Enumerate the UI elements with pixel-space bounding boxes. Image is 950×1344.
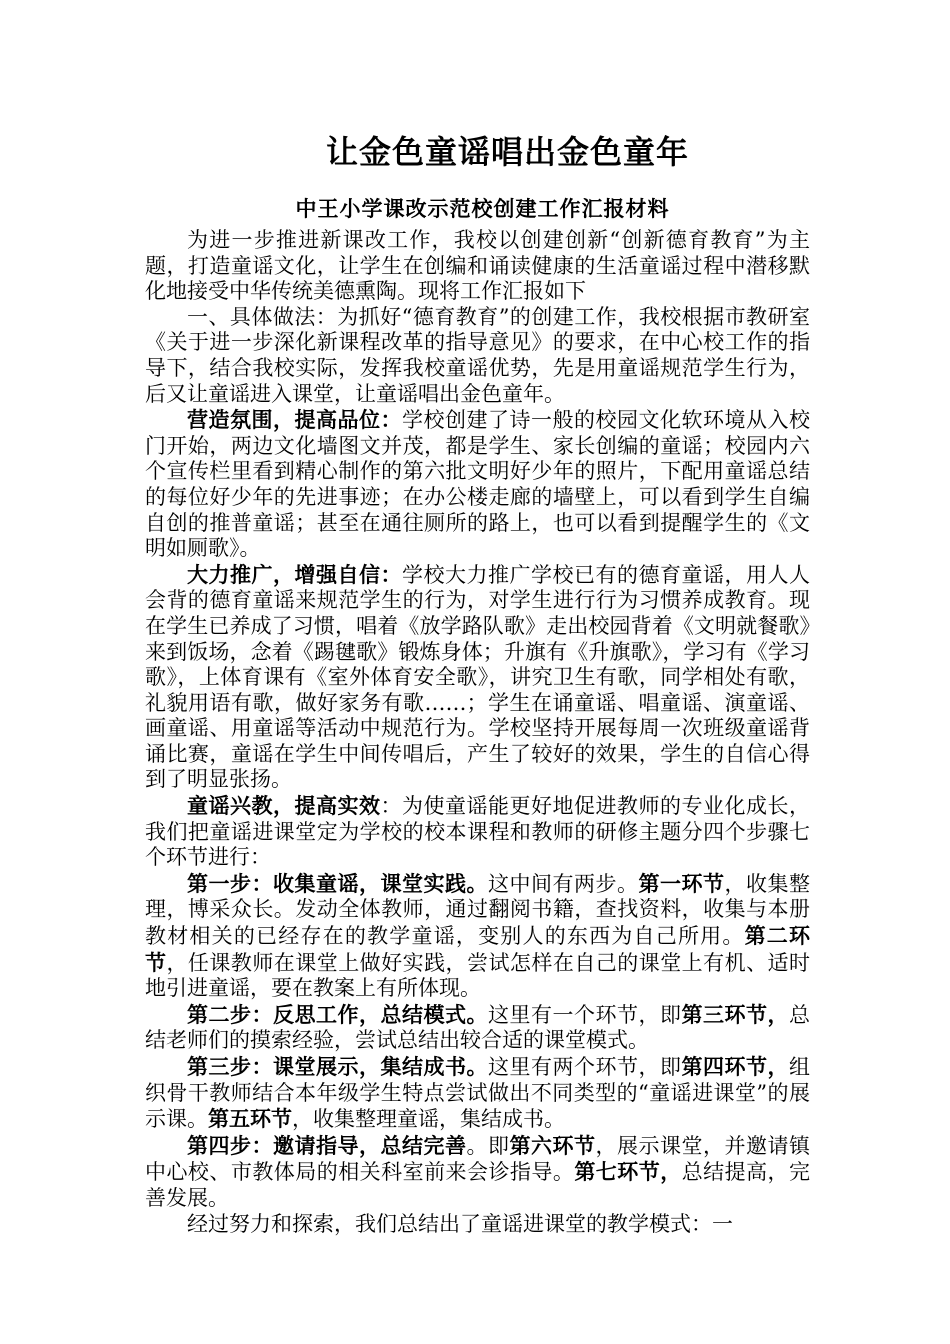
stage-three-heading: 第三环节， <box>681 1001 789 1027</box>
step-four-text: 。即 <box>466 1133 510 1158</box>
intro-paragraph: 为进一步推进新课改工作，我校以创建创新“创新德育教育”为主题，打造童谣文化，让学生在创编和诵读健康的生活童谣过程中潜移默化地接受中华传统美德熏陶。现将工作汇报如下 <box>145 228 810 304</box>
section-teaching-text: ：为使童谣能更好地促进教师的专业化成长，我们把童谣进课堂定为学校的校本课程和教师的研修主题分四个步骤七个环节进行： <box>145 794 810 870</box>
step-two-text: 这里有一个环节，即 <box>488 1002 682 1027</box>
section-atmosphere-paragraph <box>145 407 810 562</box>
stage-seven-heading: 第七环节， <box>574 1159 682 1185</box>
step-two-paragraph <box>145 1002 810 1054</box>
stage-four-text: 组织骨干教师结合本年级学生特点尝试做出不同类型的“童谣进课堂”的展示课。 <box>145 1055 810 1132</box>
section-promotion-heading: 大力推广，增强自信： <box>187 561 402 587</box>
stage-one-heading: 第一环节 <box>638 870 725 896</box>
step-four-heading: 第四步：邀请指导，总结完善 <box>187 1132 467 1158</box>
stage-four-heading: 第四环节， <box>681 1054 789 1079</box>
stage-seven-text: 总结提高，完善发展。 <box>145 1160 811 1210</box>
document-body <box>145 228 810 1237</box>
section-promotion-paragraph <box>145 562 810 793</box>
step-two-heading: 第二步：反思工作，总结模式。 <box>187 1001 488 1027</box>
step-one-paragraph <box>145 871 810 1002</box>
stage-two-heading: 第二环节 <box>145 923 811 975</box>
stage-five-text: ，收集整理童谣，集结成书。 <box>292 1107 565 1132</box>
section-promotion-text: 学校大力推广学校已有的德育童谣，用人人会背的德育童谣来规范学生的行为，对学生进行行为习惯养成教育。现在学生已养成了习惯，唱着《放学路队歌》走出校园背着《文明就餐歌》来到饭场，念着《踢毽歌》锻炼身体；升旗有《升旗歌》，学习有《学习歌》，上体育课有《室外体育安全歌》，讲究卫生有歌，同学相处有歌，礼貌用语有歌，做好家务有歌……；学生在诵童谣、唱童谣、演童谣、画童谣、用童谣等活动中规范行为。学校坚持开展每周一次班级童谣背诵比赛，童谣在学生中间传唱后，产生了较好的效果，学生的自信心得到了明显张扬。 <box>145 562 810 792</box>
practice-paragraph: 一、具体做法：为抓好“德育教育”的创建工作，我校根据市教研室《关于进一步深化新课程改革的指导意见》的要求，在中心校工作的指导下，结合我校实际，发挥我校童谣优势，先是用童谣规范学生行为，后又让童谣进入课堂，让童谣唱出金色童年。 <box>145 304 810 406</box>
section-atmosphere-heading: 营造氛围，提高品位： <box>187 407 402 433</box>
step-three-paragraph <box>145 1054 810 1133</box>
stage-three-text: 总结老师们的摸索经验，尝试总结出较合适的课堂模式。 <box>145 1002 810 1053</box>
section-atmosphere-text: 学校创建了诗一般的校园文化软环境从入校门开始，两边文化墙图文并茂，都是学生、家长创编的童谣；校园内六个宣传栏里看到精心制作的第六批文明好少年的照片，下配用童谣总结的每位好少年的先进事迹；在办公楼走廊的墙壁上，可以看到学生自编自创的推普童谣；甚至在通往厕所的路上，也可以看到提醒学生的《文明如厕歌》。 <box>145 408 810 561</box>
stage-five-heading: 第五环节 <box>208 1106 292 1132</box>
step-three-text: 这里有两个环节，即 <box>488 1055 682 1079</box>
section-teaching-paragraph <box>145 793 810 871</box>
document-page <box>145 120 810 1237</box>
document-title: 让金色童谣唱出金色童年 <box>325 133 689 171</box>
stage-one-text: ，收集整理，博采众长。发动全体教师，通过翻阅书籍，查找资料，收集与本册教材相关的已经存在的教学童谣，变别人的东西为自己所用。 <box>145 871 810 949</box>
closing-paragraph: 经过努力和探索，我们总结出了童谣进课堂的教学模式：一 <box>187 1211 733 1236</box>
step-three-heading: 第三步：课堂展示，集结成书。 <box>187 1054 488 1079</box>
step-one-text: 这中间有两步。 <box>488 871 639 896</box>
step-four-paragraph <box>145 1133 810 1212</box>
stage-six-heading: 第六环节 <box>509 1132 596 1158</box>
stage-two-text: ，任课教师在课堂上做好实践，尝试怎样在自己的课堂上有机、适时地引进童谣，要在教案上有所体现。 <box>145 950 810 1001</box>
step-one-heading: 第一步：收集童谣，课堂实践。 <box>187 870 488 896</box>
section-teaching-heading: 童谣兴教，提高实效 <box>187 793 381 819</box>
stage-six-text: ，展示课堂，并邀请镇中心校、市教体局的相关科室前来会诊指导。 <box>145 1133 810 1185</box>
document-subtitle: 中王小学课改示范校创建工作汇报材料 <box>295 196 670 221</box>
